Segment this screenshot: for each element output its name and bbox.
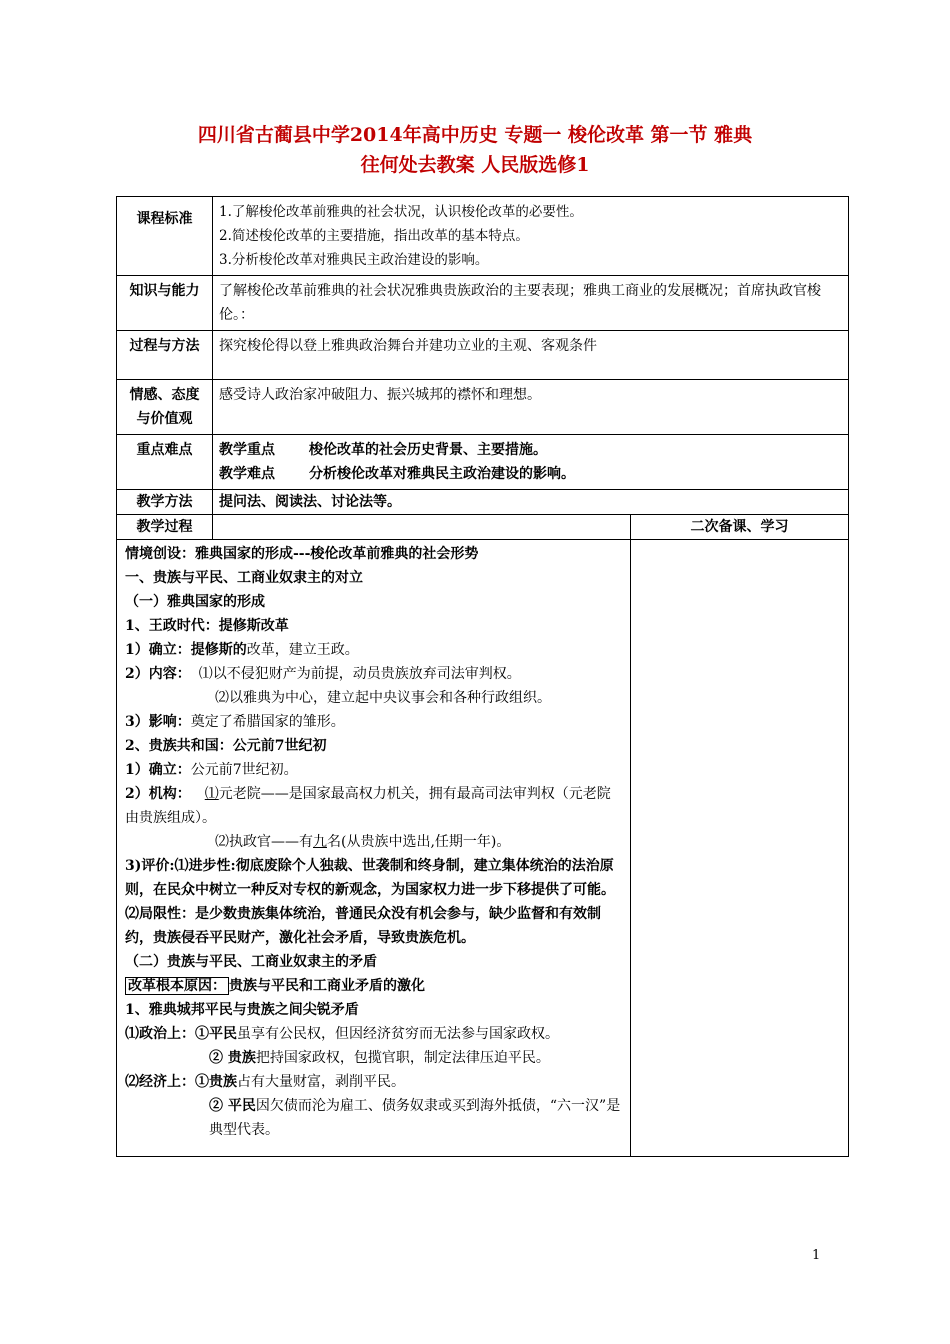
body-line <box>125 638 622 662</box>
label-process-method: 过程与方法 <box>117 331 213 380</box>
label-key-points: 重点难点 <box>117 435 213 490</box>
row-body <box>117 540 849 1157</box>
body-line-text: 名(从贵族中选出,任期一年)。 <box>327 834 511 850</box>
body-line: 1、王政时代：提修斯改革 <box>125 618 289 634</box>
boxed-label: 改革根本原因： <box>125 977 229 995</box>
body-line-text: ⑴以不侵犯财产为前提，动员贵族放弃司法审判权。 <box>198 666 521 682</box>
key-text: 梭伦改革的社会历史背景、主要措施。 <box>309 442 547 458</box>
label-teaching-process: 教学过程 <box>117 515 213 540</box>
body-line-mark: ⑴ <box>204 786 219 802</box>
difficulty-text: 分析梭伦改革对雅典民主政治建设的影响。 <box>309 466 575 482</box>
body-line-text: ⑵执政官——有 <box>215 834 313 850</box>
body-line-lead: ② 贵族 <box>209 1050 256 1066</box>
body-line: （一）雅典国家的形成 <box>125 594 265 610</box>
body-line <box>125 662 622 686</box>
body-line-text: 公元前7世纪初。 <box>190 762 298 778</box>
body-line-text: 元老院——是国家最高权力机关，拥有最高司法审判权（元老院由贵族组成）。 <box>125 786 611 826</box>
cell-process-header-blank <box>213 515 631 540</box>
body-line <box>125 1094 622 1142</box>
body-line <box>125 974 622 998</box>
cell-key-points <box>213 435 849 490</box>
cell-body <box>117 540 631 1157</box>
body-line-lead: ⑴政治上：①平民 <box>125 1026 237 1042</box>
body-line-lead: 1）确立： <box>125 762 191 778</box>
body-line-lead: ⑵经济上：①贵族 <box>125 1074 237 1090</box>
body-line-lead: 3）影响： <box>125 714 191 730</box>
body-line: 情境创设：雅典国家的形成---梭伦改革前雅典的社会形势 <box>125 546 479 562</box>
body-line: 1、雅典城邦平民与贵族之间尖锐矛盾 <box>125 1002 359 1018</box>
row-process-method <box>117 331 849 380</box>
standard-item: 3.分析梭伦改革对雅典民主政治建设的影响。 <box>219 252 489 268</box>
body-line: （二）贵族与平民、工商业奴隶主的矛盾 <box>125 954 377 970</box>
body-line <box>125 830 622 854</box>
document-title <box>0 120 950 180</box>
body-line-text: 因欠债而沦为雇工、债务奴隶或买到海外抵债，“六一汉”是典型代表。 <box>209 1098 621 1138</box>
body-line-text: 改革，建立王政。 <box>246 642 359 658</box>
standard-item: 1.了解梭伦改革前雅典的社会状况，认识梭伦改革的必要性。 <box>219 204 583 220</box>
body-line: 一、贵族与平民、工商业奴隶主的对立 <box>125 570 363 586</box>
body-line <box>125 1022 622 1046</box>
cell-process-method: 探究梭伦得以登上雅典政治舞台并建功立业的主观、客观条件 <box>213 331 849 380</box>
body-line-lead: 2）机构： <box>125 786 191 802</box>
label-knowledge: 知识与能力 <box>117 276 213 331</box>
label-emotion: 情感、态度与价值观 <box>117 380 213 435</box>
body-line <box>125 782 622 830</box>
row-teaching-method <box>117 490 849 515</box>
body-line-lead: ② 平民 <box>209 1098 256 1114</box>
row-key-points <box>117 435 849 490</box>
cell-second-prep-notes <box>631 540 849 1157</box>
body-line-text: 奠定了希腊国家的雏形。 <box>190 714 345 730</box>
body-line-text: 把持国家政权，包揽官职，制定法律压迫平民。 <box>255 1050 550 1066</box>
row-course-standard <box>117 197 849 276</box>
lesson-plan-table <box>116 196 849 1157</box>
label-second-prep: 二次备课、学习 <box>631 515 849 540</box>
body-line-text: 虽享有公民权，但因经济贫穷而无法参与国家政权。 <box>237 1026 559 1042</box>
body-line <box>125 1070 622 1094</box>
body-line-text: 占有大量财富，剥削平民。 <box>237 1074 405 1090</box>
body-line-lead: 1）确立：提修斯的 <box>125 642 247 658</box>
body-line: ⑵以雅典为中心，建立起中央议事会和各种行政组织。 <box>215 690 551 706</box>
cell-emotion: 感受诗人政治家冲破阻力、振兴城邦的襟怀和理想。 <box>213 380 849 435</box>
standard-item: 2.简述梭伦改革的主要措施，指出改革的基本特点。 <box>219 228 529 244</box>
body-line-mark: 九 <box>313 834 327 850</box>
body-line: 3)评价:⑴进步性:彻底废除个人独裁、世袭制和终身制，建立集体统治的法治原则，在民众中树立一种反对专权的新观念，为国家权力进一步下移提供了可能。 <box>125 858 615 898</box>
label-teaching-method: 教学方法 <box>117 490 213 515</box>
cell-teaching-method: 提问法、阅读法、讨论法等。 <box>213 490 849 515</box>
title-line-1: 四川省古蔺县中学2014年高中历史 专题一 梭伦改革 第一节 雅典 <box>197 124 753 146</box>
body-line-text: 贵族与平民和工商业矛盾的激化 <box>229 978 425 994</box>
key-label: 教学重点 <box>219 442 275 458</box>
body-line: 2、贵族共和国：公元前7世纪初 <box>125 738 327 754</box>
body-line <box>125 1046 622 1070</box>
cell-knowledge: 了解梭伦改革前雅典的社会状况雅典贵族政治的主要表现；雅典工商业的发展概况；首席执政官梭伦。： <box>213 276 849 331</box>
row-emotion <box>117 380 849 435</box>
body-line: ⑵局限性：是少数贵族集体统治，普通民众没有机会参与，缺少监督和有效制约，贵族侵吞平民财产，激化社会矛盾，导致贵族危机。 <box>125 906 601 946</box>
cell-course-standard <box>213 197 849 276</box>
row-knowledge <box>117 276 849 331</box>
label-course-standard: 课程标准 <box>117 197 213 276</box>
page-number: 1 <box>812 1248 821 1263</box>
body-line <box>125 710 622 734</box>
difficulty-label: 教学难点 <box>219 466 275 482</box>
row-process-header <box>117 515 849 540</box>
body-line-lead: 2）内容： <box>125 666 191 682</box>
body-line <box>125 758 622 782</box>
title-line-2: 往何处去教案 人民版选修1 <box>360 154 590 176</box>
